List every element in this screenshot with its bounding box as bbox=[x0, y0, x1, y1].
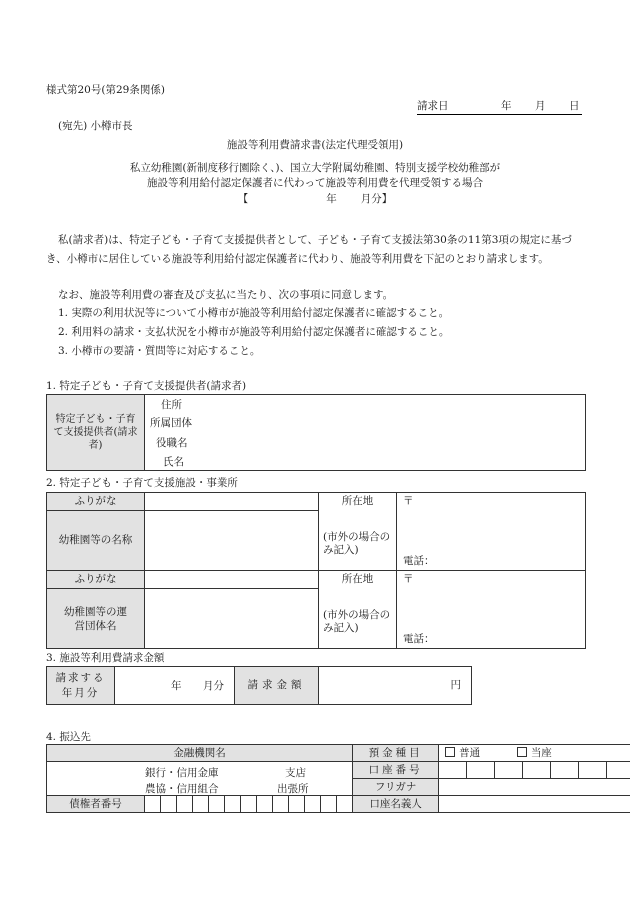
provider-fields-cell[interactable] bbox=[145, 395, 586, 471]
bank-name-label: 金融機関名 bbox=[47, 745, 353, 762]
field-address: 住所 bbox=[161, 399, 182, 411]
period-month: 月分】 bbox=[360, 193, 393, 205]
account-digit-1[interactable] bbox=[439, 762, 467, 779]
operator-location-label-cell bbox=[319, 571, 397, 649]
ordinary-option[interactable] bbox=[445, 747, 480, 759]
account-digit-2[interactable] bbox=[467, 762, 495, 779]
account-digit-4[interactable] bbox=[523, 762, 551, 779]
ordinary-label: 普通 bbox=[459, 746, 481, 759]
account-holder-label: 口座名義人 bbox=[353, 796, 439, 813]
amount-label: 請求金額 bbox=[235, 667, 319, 705]
creditor-digit-3[interactable] bbox=[177, 796, 193, 813]
billing-period bbox=[0, 193, 630, 206]
facility-phone-label: 電話： bbox=[403, 555, 435, 567]
provider-label: 特定子ども・子育て支援提供者(請求者) bbox=[47, 395, 145, 471]
field-organization: 所属団体 bbox=[150, 417, 192, 429]
section-1-heading: 1. 特定子ども・子育て支援提供者(請求者) bbox=[46, 380, 247, 392]
account-furigana-input[interactable] bbox=[439, 779, 630, 796]
creditor-digit-8[interactable] bbox=[257, 796, 273, 813]
request-date-line bbox=[417, 100, 582, 115]
billing-period-month: 月分 bbox=[203, 680, 224, 692]
facility-furigana-label: ふりがな bbox=[47, 493, 145, 511]
operator-furigana-input[interactable] bbox=[145, 571, 319, 589]
request-date-month: 月 bbox=[535, 100, 546, 112]
creditor-digit-13[interactable] bbox=[337, 796, 353, 813]
account-number-label: 口座番号 bbox=[353, 762, 439, 779]
request-date-year: 年 bbox=[501, 100, 512, 112]
consent-item-2: 2. 利用料の請求・支払状況を小樽市が施設等利用給付認定保護者に確認すること。 bbox=[58, 326, 450, 338]
account-digit-6[interactable] bbox=[579, 762, 607, 779]
bank-name-input[interactable] bbox=[47, 762, 353, 796]
facility-location-label-cell bbox=[319, 493, 397, 571]
facility-name-label: 幼稚園等の名称 bbox=[47, 511, 145, 571]
operator-name-label: 幼稚園等の運営団体名 bbox=[47, 589, 145, 649]
current-checkbox[interactable] bbox=[517, 747, 527, 757]
consent-item-3: 3. 小樽市の要請・質問等に対応すること。 bbox=[58, 345, 261, 357]
facility-location-input[interactable] bbox=[397, 493, 586, 571]
bank-type-2: 農協・信用組合 bbox=[145, 783, 219, 795]
section-2-heading: 2. 特定子ども・子育て支援施設・事業所 bbox=[46, 477, 238, 489]
section-3-heading: 3. 施設等利用費請求金額 bbox=[46, 652, 165, 664]
facility-furigana-input[interactable] bbox=[145, 493, 319, 511]
creditor-number-label: 債権者番号 bbox=[47, 796, 145, 813]
creditor-digit-4[interactable] bbox=[193, 796, 209, 813]
current-label: 当座 bbox=[530, 746, 552, 759]
bank-table bbox=[46, 744, 630, 813]
account-holder-input[interactable] bbox=[439, 796, 630, 813]
facility-table bbox=[46, 492, 586, 649]
subtitle-line-1: 私立幼稚園(新制度移行園除く、)、国立大学附属幼稚園、特別支援学校幼稚部が bbox=[129, 162, 501, 174]
amount-table bbox=[46, 666, 472, 705]
request-date-label: 請求日 bbox=[417, 100, 449, 112]
form-number: 様式第20号(第29条関係) bbox=[46, 84, 165, 96]
consent-intro: なお、施設等利用費の審査及び支払に当たり、次の事項に同意します。 bbox=[58, 289, 394, 301]
operator-postal-mark: 〒 bbox=[403, 573, 414, 585]
period-open-bracket: 【 bbox=[237, 193, 249, 205]
account-furigana-label: フリガナ bbox=[353, 779, 439, 796]
operator-location-label: 所在地 bbox=[341, 573, 374, 585]
creditor-digit-10[interactable] bbox=[289, 796, 305, 813]
creditor-digit-5[interactable] bbox=[209, 796, 225, 813]
deposit-type-label: 預金種目 bbox=[353, 745, 439, 762]
creditor-digit-6[interactable] bbox=[225, 796, 241, 813]
document-title: 施設等利用費請求書(法定代理受領用) bbox=[226, 139, 404, 151]
request-date-day: 日 bbox=[569, 100, 580, 112]
request-statement: 私(請求者)は、特定子ども・子育て支援提供者として、子ども・子育て支援法第30条の11第3項の規定に基づき、小樽市に居住している施設等利用給付認定保護者に代わり、施設等利用費を下記のとおり請求します。 bbox=[46, 234, 572, 265]
yen-unit: 円 bbox=[450, 679, 461, 692]
consent-item-1: 1. 実際の利用状況等について小樽市が施設等利用給付認定保護者に確認すること。 bbox=[58, 307, 450, 319]
creditor-digit-9[interactable] bbox=[273, 796, 289, 813]
creditor-digit-11[interactable] bbox=[305, 796, 321, 813]
provider-table bbox=[46, 394, 586, 471]
current-option[interactable] bbox=[517, 747, 552, 759]
billing-period-input[interactable] bbox=[115, 667, 235, 705]
billing-period-year: 年 bbox=[171, 680, 182, 692]
operator-location-note: (市外の場合のみ記入) bbox=[323, 609, 391, 634]
ordinary-checkbox[interactable] bbox=[445, 747, 455, 757]
section-4-heading: 4. 振込先 bbox=[46, 731, 91, 743]
facility-postal-mark: 〒 bbox=[403, 495, 414, 507]
operator-name-input[interactable] bbox=[145, 589, 319, 649]
facility-location-label: 所在地 bbox=[341, 495, 374, 507]
creditor-digit-1[interactable] bbox=[145, 796, 161, 813]
bank-type-1: 銀行・信用金庫 bbox=[145, 767, 219, 779]
addressee: (宛先) 小樽市長 bbox=[58, 120, 133, 132]
branch-2: 出張所 bbox=[277, 783, 309, 795]
field-job-title: 役職名 bbox=[156, 437, 188, 449]
operator-furigana-label: ふりがな bbox=[47, 571, 145, 589]
account-digit-3[interactable] bbox=[495, 762, 523, 779]
branch-1: 支店 bbox=[285, 767, 306, 779]
creditor-digit-12[interactable] bbox=[321, 796, 337, 813]
operator-location-input[interactable] bbox=[397, 571, 586, 649]
operator-phone-label: 電話： bbox=[403, 633, 435, 645]
creditor-digit-7[interactable] bbox=[241, 796, 257, 813]
facility-location-note: (市外の場合のみ記入) bbox=[323, 531, 391, 556]
field-name: 氏名 bbox=[163, 456, 184, 468]
account-digit-5[interactable] bbox=[551, 762, 579, 779]
period-year: 年 bbox=[326, 193, 337, 205]
billing-period-label: 請求する年月分 bbox=[47, 667, 115, 705]
creditor-digit-2[interactable] bbox=[161, 796, 177, 813]
subtitle-line-2: 施設等利用給付認定保護者に代わって施設等利用費を代理受領する場合 bbox=[147, 177, 483, 189]
amount-input[interactable] bbox=[319, 667, 472, 705]
account-digit-7[interactable] bbox=[607, 762, 630, 779]
facility-name-input[interactable] bbox=[145, 511, 319, 571]
deposit-type-options bbox=[439, 745, 630, 762]
